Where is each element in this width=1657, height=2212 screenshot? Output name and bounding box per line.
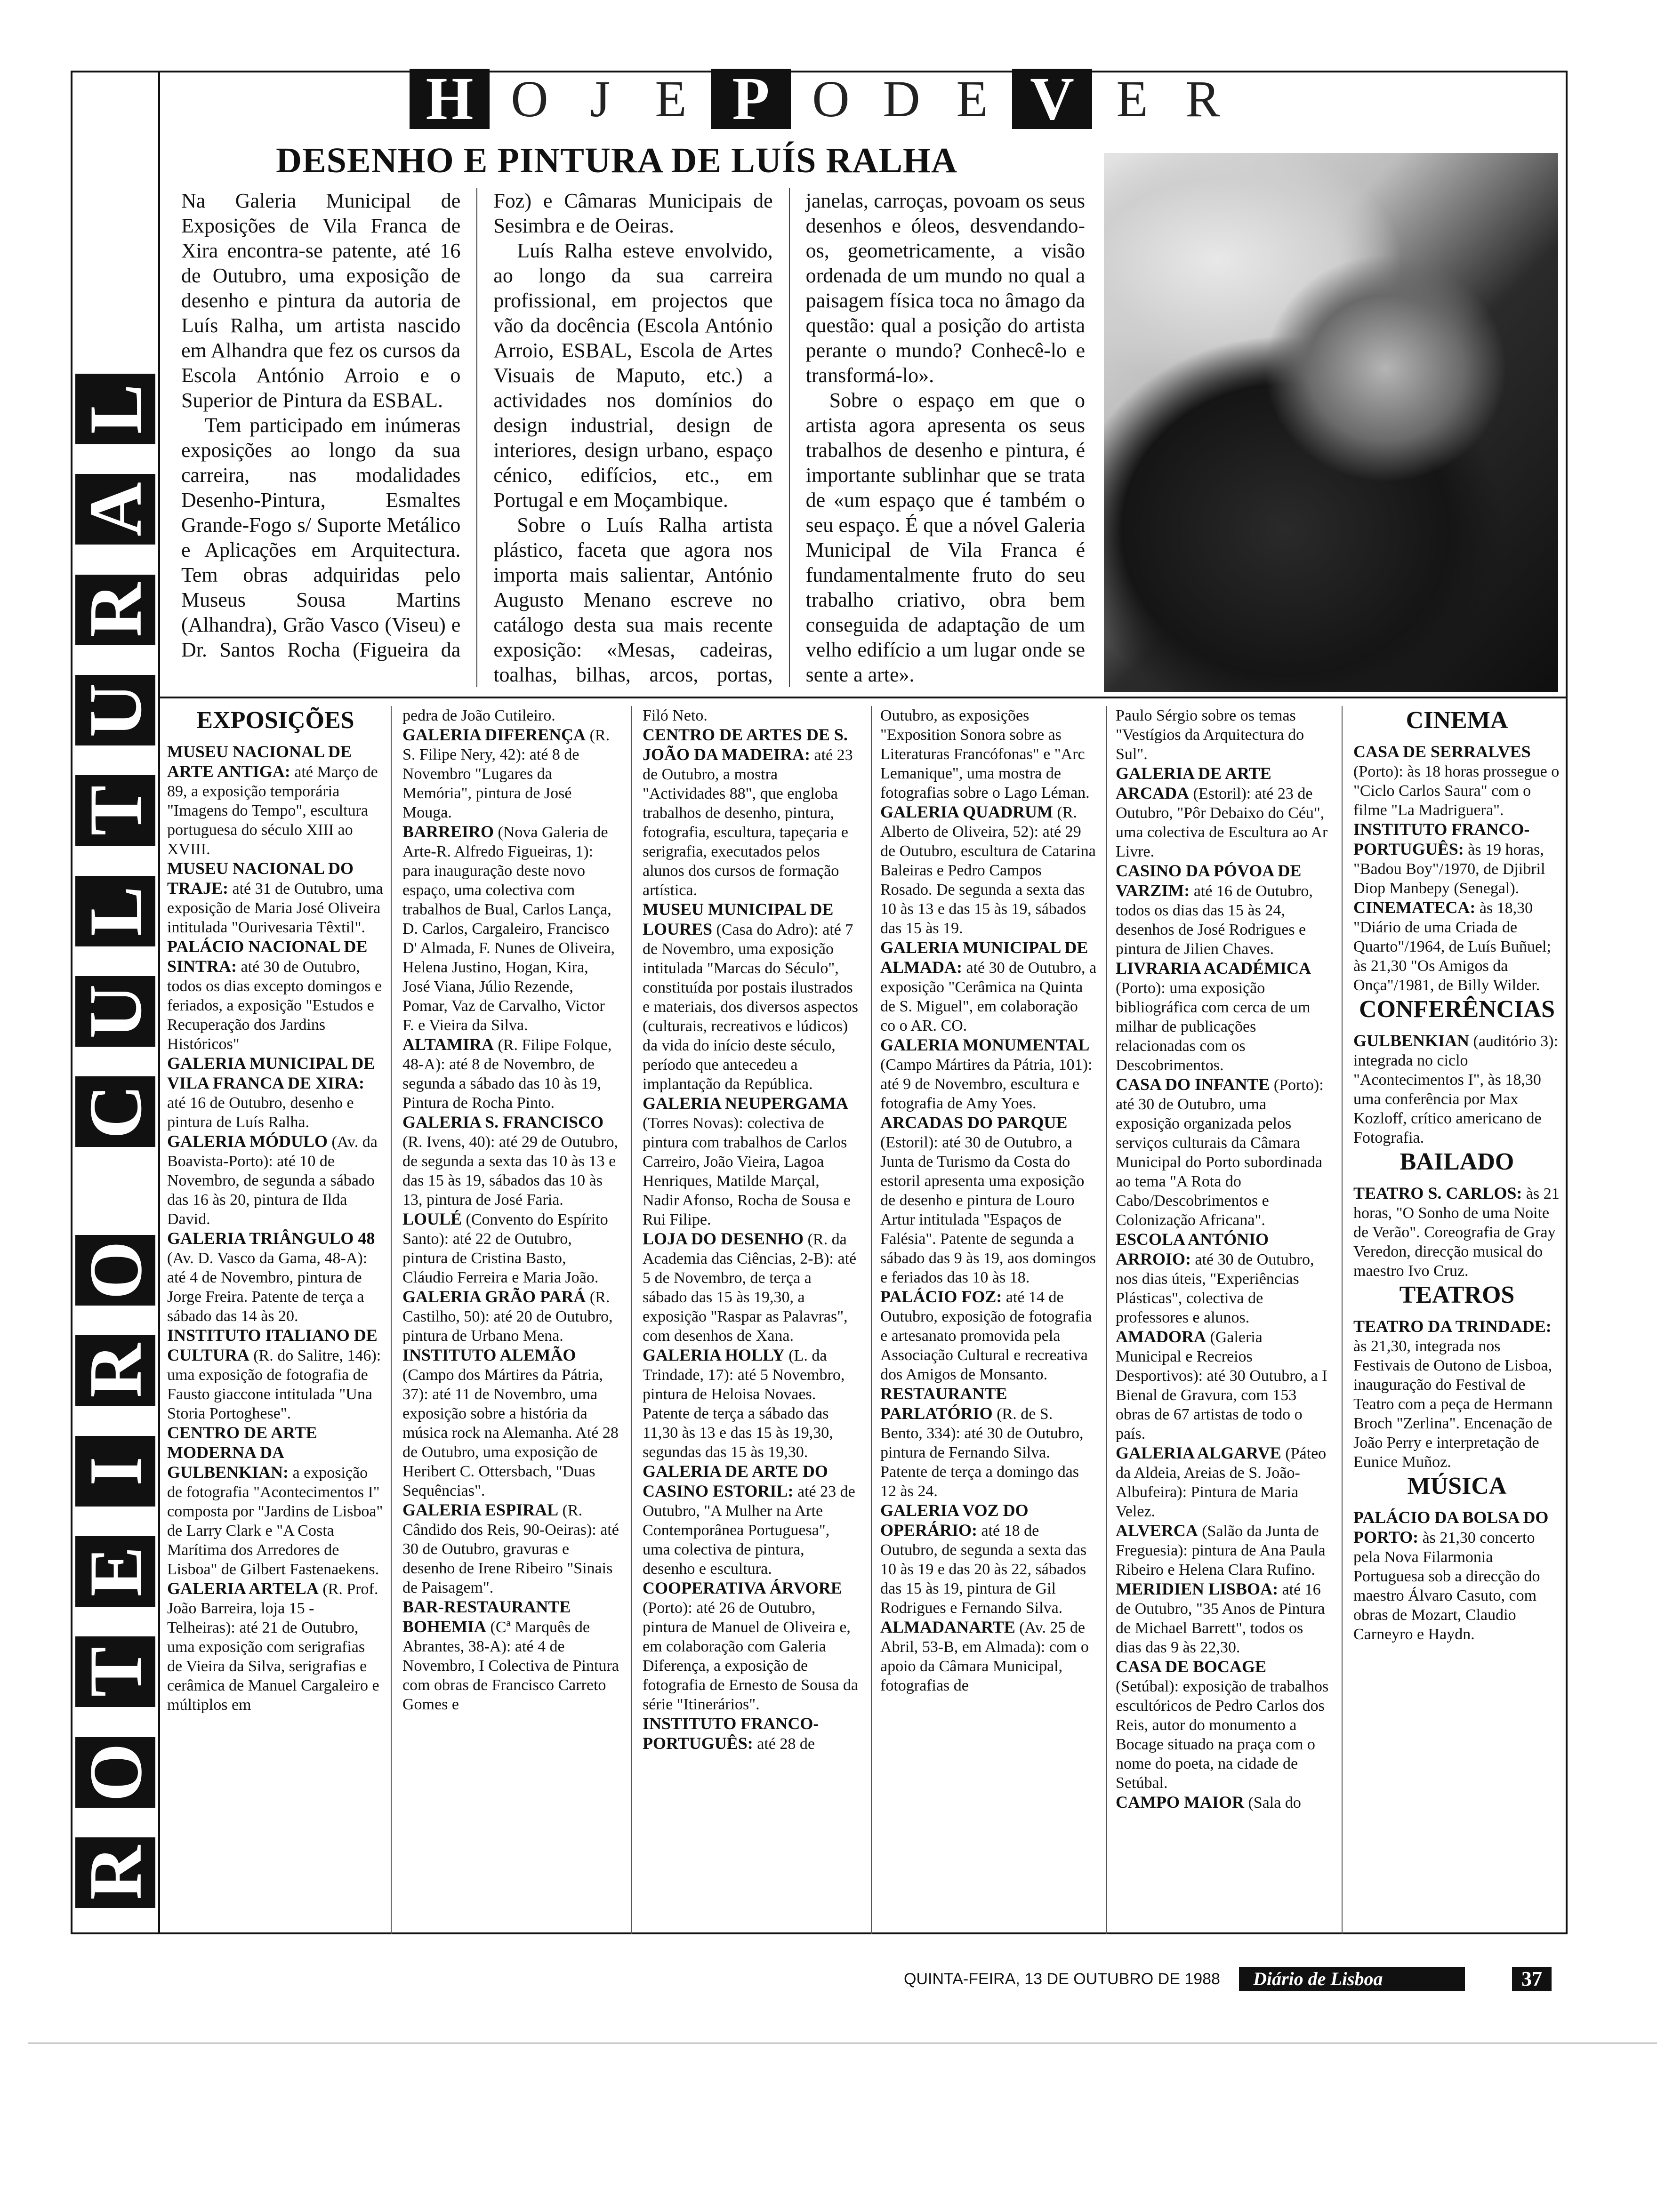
masthead-letter: J (590, 70, 611, 128)
listing-column-6 (1353, 706, 1560, 1934)
listing-entry (880, 1618, 1097, 1695)
listing-venue: GALERIA DE ARTE DO CASINO ESTORIL: (643, 1462, 828, 1500)
listing-details: (R. do Salitre, 146): uma exposição de fotografia de Fausto giaccone intitulada "Una Storia Portoghese". (167, 1347, 381, 1422)
listing-details: até 23 de Outubro, a mostra "Actividades 88", que engloba trabalhos de desenho, pintura, fotografia, escultura, tapeçaria e serigrafia, executados pelos alunos dos cursos de formação artística. (643, 746, 853, 899)
listing-details: (R. de S. Bento, 334): até 30 de Outubro, pintura de Fernando Silva. Patente de terça a domingo das 12 às 24. (880, 1405, 1084, 1500)
listing-venue: GALERIA TRIÂNGULO 48 (167, 1229, 375, 1248)
listing-details: (R. Ivens, 40): até 29 de Outubro, de segunda a sexta das 10 às 13 e das 15 às 19, sábados das 10 às 13, pintura de José Faria. (402, 1133, 618, 1209)
listing-details: às 21,30 concerto pela Nova Filarmonia Portuguesa sob a direcção do maestro Álvaro Casuto, com obras de Mozart, Claudio Carneyro e Haydn. (1353, 1529, 1540, 1643)
article-paragraph: Na Galeria Municipal de Exposições de Vila Franca de Xira encontra-se patente, até 16 de Outubro, uma exposição de desenho e pintura da autoria de Luís Ralha, um artista nascido em Alhandra que fez os cursos da Escola António Arroio e o Superior de Pintura da ESBAL. (181, 189, 461, 412)
section-heading-conferencias: CONFERÊNCIAS (1359, 996, 1555, 1023)
listing-entry (880, 802, 1097, 938)
listing-details: Filó Neto. (643, 707, 708, 724)
listing-details: (Torres Novas): colectiva de pintura com trabalhos de Carlos Carreiro, João Vieira, Lagoa Henriques, Matilde Marçal, Nadir Afonso, Rocha de Sousa e Rui Filipe. (643, 1114, 851, 1228)
listing-entry (402, 1287, 619, 1346)
listing-entry (402, 706, 619, 725)
listing-entry (402, 1346, 619, 1500)
sidebar-letter: L (75, 876, 155, 946)
listing-venue: MUSEU NACIONAL DO TRAJE: (167, 859, 354, 898)
listing-entry (1353, 742, 1560, 820)
listing-details: às 21,30, integrada nos Festivais de Outono de Lisboa, inauguração do Festival de Teatro com a peça de Hermann Broch "Zerlina". Encenação de João Perry e interpretação de Eunice Muñoz. (1353, 1338, 1553, 1471)
listing-details: (auditório 3): integrada no ciclo "Acontecimentos I", às 18,30 uma conferência por Max Kozloff, crítico americano de Fotografia. (1353, 1033, 1558, 1146)
article-body (181, 188, 1085, 687)
newspaper-name: Diário de Lisboa (1239, 1967, 1465, 1991)
listing-venue: MUSEU NACIONAL DE ARTE ANTIGA: (167, 742, 352, 781)
listing-entry (1116, 959, 1332, 1075)
page-footer (904, 1965, 1582, 1993)
listing-entry (1116, 1327, 1332, 1443)
listing-entry (402, 725, 619, 822)
listing-entry (643, 725, 859, 900)
sidebar-letter: I (75, 1436, 155, 1507)
sidebar-letter: O (75, 1737, 155, 1808)
listing-details: até 18 de Outubro, de segunda a sexta das 10 às 19 e das 20 às 22, sábados das 15 às 19, pintura de Gil Rodrigues e Fernando Silva. (880, 1522, 1087, 1617)
listing-details: (Av. 25 de Abril, 53-B, em Almada): com o apoio da Câmara Municipal, fotografias de (880, 1619, 1089, 1694)
listing-venue: INSTITUTO FRANCO-PORTUGUÊS: (643, 1714, 819, 1753)
listing-entry (167, 1579, 384, 1715)
listing-venue: CASA DE BOCAGE (1116, 1657, 1267, 1676)
page-number: 37 (1512, 1967, 1552, 1991)
listing-entry (167, 859, 384, 937)
listing-venue: BAR-RESTAURANTE BOHEMIA (402, 1597, 571, 1636)
listing-entry (880, 1113, 1097, 1287)
listing-entry (880, 1035, 1097, 1113)
sidebar-letter: R (75, 575, 155, 645)
listing-details: (Salão da Junta de Freguesia): pintura de Ana Paula Ribeiro e Helena Clara Rufino. (1116, 1523, 1326, 1579)
listing-venue: CAMPO MAIOR (1116, 1793, 1244, 1811)
listing-details: pedra de João Cutileiro. (402, 707, 555, 724)
listing-entry (402, 1113, 619, 1210)
masthead-letter: P (711, 69, 791, 129)
listing-venue: GALERIA MÓDULO (167, 1132, 328, 1151)
listing-entry (880, 938, 1097, 1035)
masthead-letter: E (655, 70, 687, 128)
listing-details: (Páteo da Aldeia, Areias de S. João-Albufeira): Pintura de Maria Velez. (1116, 1445, 1327, 1520)
listing-venue: GALERIA ESPIRAL (402, 1500, 559, 1519)
listing-venue: CASA DO INFANTE (1116, 1075, 1270, 1094)
listing-details: às 21 horas, "O Sonho de uma Noite de Verão". Coreografia de Gray Veredon, direcção musical do maestro Ivo Cruz. (1353, 1185, 1560, 1280)
listing-entry (643, 706, 859, 725)
listing-details: (L. da Trindade, 17): até 5 Novembro, pintura de Heloisa Novaes. Patente de terça a sábado das 11,30 às 13 e das 15 às 19,30, segundas das 15 às 19,30. (643, 1347, 845, 1461)
listing-venue: GALERIA MUNICIPAL DE VILA FRANCA DE XIRA: (167, 1054, 375, 1092)
sidebar-letter: L (75, 374, 155, 444)
listing-entry (643, 1462, 859, 1579)
sidebar-letter: U (75, 675, 155, 745)
listing-details: a exposição de fotografia "Acontecimentos I" composta por "Jardins de Lisboa" de Larry Clark e "A Costa Marítima dos Arredores de Lisboa" de Gilbert Fastenaekens. (167, 1464, 383, 1578)
listing-entry (1116, 1579, 1332, 1657)
section-heading-bailado: BAILADO (1400, 1148, 1514, 1175)
listing-entry (880, 1287, 1097, 1384)
listing-details: até 16 de Outubro, "35 Anos de Pintura de Michael Barrett", todos os dias das 9 às 22,30. (1116, 1581, 1325, 1656)
section-heading-teatros: TEATROS (1399, 1282, 1515, 1308)
listing-venue: RESTAURANTE PARLATÓRIO (880, 1384, 1007, 1423)
listing-venue: GALERIA QUADRUM (880, 802, 1054, 821)
article-headline: DESENHO E PINTURA DE LUÍS RALHA (276, 141, 957, 180)
listing-venue: PALÁCIO FOZ: (880, 1287, 1002, 1306)
masthead-letter: E (956, 70, 988, 128)
article-paragraph: Sobre o espaço em que o artista agora apresenta os seus trabalhos de desenho e pintura, é importante sublinhar que se trata de «um espaço que é também o seu espaço. É que a nóvel Galeria Municipal de Vila Franca é fundamentalmente fruto do seu trabalho criativo, obra bem conseguida de adaptação de um velho edifício a um lugar onde se sente a arte». (805, 389, 1085, 686)
listing-details: (Convento do Espírito Santo): até 22 de Outubro, pintura de Cristina Basto, Cláudio Ferreira e Maria João. (402, 1211, 608, 1286)
section-heading-musica: MÚSICA (1407, 1473, 1507, 1499)
cinema-list (1353, 742, 1560, 995)
masthead-letter: H (410, 69, 490, 129)
listing-entry (1353, 1184, 1560, 1281)
article-paragraph: Luís Ralha esteve envolvido, ao longo da sua carreira profissional, em projectos que vão da docência (Escola António Arroio, ESBAL, Escola de Artes Visuais de Maputo, etc.) a actividades nos domínios do design industrial, design de interiores, design urbano, espaço cénico, edifícios, etc., em Portugal e em Moçambique. (493, 239, 773, 512)
musica-list (1353, 1508, 1560, 1644)
listing-entry (643, 900, 859, 1094)
listing-venue: ALTAMIRA (402, 1035, 494, 1054)
listing-venue: GALERIA MONUMENTAL (880, 1035, 1090, 1054)
sidebar-letter: T (75, 1636, 155, 1707)
listing-venue: ALMADANARTE (880, 1618, 1015, 1636)
listing-entry (880, 706, 1097, 802)
listing-entry (1353, 1317, 1560, 1472)
listing-details: (Setúbal): exposição de trabalhos escultóricos de Pedro Carlos dos Reis, autor do monumento a Bocage situado na praça com o nome do poeta, na cidade de Setúbal. (1116, 1678, 1329, 1792)
listing-column-1 (167, 706, 384, 1934)
listing-entry (402, 1597, 619, 1714)
teatros-list (1353, 1317, 1560, 1472)
listing-details: até 30 de Outubro, a exposição "Cerâmica na Quinta de S. Miguel", em colaboração co o AR. CO. (880, 959, 1097, 1034)
listing-entry (643, 1094, 859, 1229)
listing-entry (1116, 1521, 1332, 1579)
listing-venue: INSTITUTO FRANCO-PORTUGUÊS: (1353, 820, 1530, 858)
listing-details: (Estoril): até 23 de Outubro, "Pôr Debaixo do Céu", uma colectiva de Escultura ao Ar Livre. (1116, 785, 1328, 860)
article-paragraph: Tem participado em inúmeras exposições ao longo da sua carreira, nas modalidades Desenho-Pintura, Esmaltes Grande-Fogo s/ Suporte Metálico e Aplicações em Arquitectura. Tem obras adquiridas pelo Museus Sousa Martins (Alhandra), Grão Vasco (Viseu) e Dr. Santos Rocha (Figueira da Foz) e Câmaras Municipais de Sesimbra e de Oeiras. (181, 189, 773, 661)
listing-venue: INSTITUTO ITALIANO DE CULTURA (167, 1326, 378, 1364)
listing-venue: GALERIA GRÃO PARÁ (402, 1287, 586, 1306)
listing-entry (402, 1210, 619, 1287)
masthead-letter: E (1116, 70, 1148, 128)
listing-entry (167, 1423, 384, 1579)
listing-column-2 (402, 706, 619, 1934)
listing-details: (Casa do Adro): até 7 de Novembro, uma exposição intitulada "Marcas do Século", constituída por postais ilustrados e materiais, dos diversos aspectos (culturais, recreativos e lúdicos) da vida do início deste século, período que antecedeu a implantação da República. (643, 921, 858, 1093)
listing-details: (R. S. Filipe Nery, 42): até 8 de Novembro "Lugares da Memória", pintura de José Mouga. (402, 727, 610, 821)
listing-entry (167, 742, 384, 859)
sidebar-letter: O (75, 1235, 155, 1306)
listing-entry (1116, 1793, 1332, 1812)
listing-details: (Porto): até 30 de Outubro, uma exposição organizada pelos serviços culturais da Câmara Municipal do Porto subordinada ao tema "A Rota do Cabo/Descobrimentos e Colonização Africana". (1116, 1076, 1324, 1229)
listing-entry (1116, 1657, 1332, 1793)
listing-entry (1116, 764, 1332, 861)
listing-entry (880, 1501, 1097, 1618)
listing-entry (1353, 898, 1560, 995)
listing-details: até 14 de Outubro, exposição de fotografia e artesanato promovida pela Associação Cultural e recreativa dos Amigos de Monsanto. (880, 1289, 1092, 1383)
listing-details: até 30 de Outubro, nos dias úteis, "Experiências Plásticas", colectiva de professores e alunos. (1116, 1251, 1314, 1326)
listing-venue: PALÁCIO DA BOLSA DO PORTO: (1353, 1508, 1549, 1547)
listing-entry (643, 1229, 859, 1346)
masthead-letter: D (883, 70, 920, 128)
listing-venue: GALERIA HOLLY (643, 1346, 785, 1364)
listing-venue: TEATRO S. CARLOS: (1353, 1184, 1522, 1202)
masthead-letter: O (511, 70, 548, 128)
listing-details: (R. Castilho, 50): até 20 de Outubro, pintura de Urbano Mena. (402, 1289, 613, 1345)
listing-entry (880, 1384, 1097, 1501)
sidebar-letter: E (75, 1536, 155, 1607)
listing-details: (Sala do (1244, 1794, 1301, 1811)
listing-entry (643, 1346, 859, 1462)
listing-details: até 16 de Outubro, todos os dias das 15 às 24, desenhos de José Rodrigues e pintura de Jilien Chaves. (1116, 882, 1313, 958)
listing-details: até 23 de Outubro, "A Mulher na Arte Contemporânea Portuguesa", uma colectiva de pintura, desenho e escultura. (643, 1483, 855, 1578)
listing-details: (Galeria Municipal e Recreios Desportivos): até 30 Outubro, a I Bienal de Gravura, com 153 obras de 67 artistas de todo o país. (1116, 1329, 1327, 1443)
listing-details: (Campo dos Mártires da Pátria, 37): até 11 de Novembro, uma exposição sobre a história da música rock na Alemanha. Até 28 de Outubro, uma exposição de Heribert C. Ottersbach, "Duas Sequências". (402, 1366, 619, 1499)
listing-entry (1353, 1031, 1560, 1147)
section-heading-exposicoes: EXPOSIÇÕES (196, 707, 354, 734)
listing-venue: MERIDIEN LISBOA: (1116, 1579, 1279, 1598)
listing-entry (1116, 1443, 1332, 1521)
listing-venue: LIVRARIA ACADÉMICA (1116, 959, 1311, 978)
listing-entry (402, 1035, 619, 1113)
sidebar-title (72, 374, 158, 1908)
listing-entry (1116, 861, 1332, 959)
listing-entry (1116, 1075, 1332, 1230)
sidebar-letter: T (75, 775, 155, 846)
sidebar-letter: U (75, 976, 155, 1047)
artist-photo (1104, 153, 1558, 692)
listing-details: (Porto): uma exposição bibliográfica com cerca de um milhar de publicações relacionadas com os Descobrimentos. (1116, 979, 1311, 1074)
listing-venue: GULBENKIAN (1353, 1031, 1470, 1050)
listing-venue: ESCOLA ANTÓNIO ARROIO: (1116, 1230, 1269, 1268)
listing-venue: MUSEU MUNICIPAL DE LOURES (643, 900, 834, 938)
listing-entry (1353, 820, 1560, 898)
listing-venue: COOPERATIVA ÁRVORE (643, 1579, 842, 1597)
listing-details: (R. Alberto de Oliveira, 52): até 29 de Outubro, escultura de Catarina Baleiras e Pedro Campos Rosado. De segunda a sexta das 10 às 13 e das 15 às 19, sábados das 15 às 19. (880, 804, 1096, 937)
listing-venue: GALERIA DIFERENÇA (402, 725, 586, 744)
column-rule (1106, 706, 1107, 1934)
listing-details: (Av. da Boavista-Porto): até 10 de Novembro, de segunda a sábado das 16 às 20, pintura de Ilda David. (167, 1133, 378, 1228)
listing-details: até 28 de (753, 1735, 815, 1753)
listing-venue: PALÁCIO NACIONAL DE SINTRA: (167, 937, 368, 976)
column-rule (871, 706, 872, 1934)
listing-venue: TEATRO DA TRINDADE: (1353, 1317, 1552, 1336)
masthead-letter: O (812, 70, 850, 128)
listing-entry (643, 1714, 859, 1754)
listing-venue: CENTRO DE ARTE MODERNA DA GULBENKIAN: (167, 1423, 317, 1482)
bailado-list (1353, 1184, 1560, 1281)
listing-details: (R. Cândido dos Reis, 90-Oeiras): até 30 de Outubro, gravuras e desenho de Irene Ribeiro "Sinais de Paisagem". (402, 1502, 619, 1596)
listing-details: às 18,30 "Diário de uma Criada de Quarto"/1964, de Luís Buñuel; às 21,30 "Os Amigos da Onça"/1981, de Billy Wilder. (1353, 899, 1551, 994)
listing-details: (Campo Mártires da Pátria, 101): até 9 de Novembro, escultura e fotografia de Amy Yoes. (880, 1056, 1093, 1112)
listing-venue: LOULÉ (402, 1210, 462, 1228)
listing-details: (Av. D. Vasco da Gama, 48-A): até 4 de Novembro, pintura de Jorge Freira. Patente de terça a sábado das 14 às 20. (167, 1250, 368, 1325)
listing-venue: GALERIA ALGARVE (1116, 1443, 1281, 1462)
article-paragraph: Sobre o Luís Ralha artista plástico, faceta que agora nos importa mais salientar, António Augusto Menano escreve no catálogo desta sua mais recente exposição: «Mesas, cadeiras, toalhas, bilhas, arcos, portas, janelas, carroças, povoam os seus desenhos e óleos, desvendando-os, geometricamente, a visão ordenada de um mundo no qual a paisagem física toca no âmago da questão: qual a posição do artista perante o mundo? Conhecê-lo e transformá-lo». (493, 189, 1085, 686)
listing-details: até 31 de Outubro, uma exposição de Maria José Oliveira intitulada "Ourivesaria Têxtil". (167, 880, 383, 936)
listing-entry (167, 1229, 384, 1326)
sidebar-letter: A (75, 474, 155, 545)
masthead-letter: R (1185, 70, 1220, 128)
column-rule (391, 706, 392, 1934)
listing-details: (Porto): até 26 de Outubro, pintura de Manuel de Oliveira e, em colaboração com Galeria Diferença, a exposição de fotografia de Ernesto de Sousa da série "Itinerários". (643, 1599, 858, 1713)
listing-details: Paulo Sérgio sobre os temas "Vestígios da Arquitectura do Sul". (1116, 707, 1304, 763)
listing-venue: GALERIA NEUPERGAMA (643, 1094, 849, 1113)
listing-details: Outubro, as exposições "Exposition Sonora sobre as Literaturas Francófonas" e "Arc Lemanique", uma mostra de fotografias sobre o Lago Léman. (880, 707, 1090, 801)
divider (160, 697, 1568, 698)
listing-venue: CINEMATECA: (1353, 898, 1476, 917)
column-rule (1342, 706, 1343, 1934)
section-sidebar (71, 71, 160, 1934)
sidebar-letter (75, 1177, 155, 1205)
listing-entry (643, 1579, 859, 1714)
listing-venue: GALERIA MUNICIPAL DE ALMADA: (880, 938, 1088, 977)
listing-venue: GALERIA DE ARTE ARCADA (1116, 764, 1271, 802)
listing-entry (1116, 706, 1332, 764)
listing-column-4 (880, 706, 1097, 1934)
listing-entry (167, 1054, 384, 1132)
divider (28, 2043, 1657, 2044)
listing-venue: BARREIRO (402, 822, 494, 841)
listing-details: (Porto): às 18 horas prossegue o "Ciclo Carlos Saura" com o filme "La Madriguera". (1353, 763, 1560, 819)
listing-details: às 19 horas, "Badou Boy"/1970, de Djibril Diop Manbepy (Senegal). (1353, 841, 1545, 897)
section-masthead (405, 66, 1346, 132)
conferencias-list (1353, 1031, 1560, 1147)
listing-entry (1116, 1230, 1332, 1327)
listing-venue: AMADORA (1116, 1327, 1206, 1346)
listing-details: (Estoril): até 30 de Outubro, a Junta de Turismo da Costa do estoril apresenta uma exposição de desenho e pintura de Louro Artur intitulada "Espaços de Falésia". Patente de segunda a sábado das 9 às 19, aos domingos e feriados das 10 às 18. (880, 1134, 1096, 1286)
listing-venue: CASA DE SERRALVES (1353, 742, 1531, 761)
listing-venue: ALVERCA (1116, 1521, 1198, 1540)
listing-venue: GALERIA S. FRANCISCO (402, 1113, 604, 1131)
section-heading-cinema: CINEMA (1406, 707, 1508, 734)
issue-date: QUINTA-FEIRA, 13 DE OUTUBRO DE 1988 (904, 1970, 1220, 1988)
listing-details: (Cª Marquês de Abrantes, 38-A): até 4 de Novembro, I Colectiva de Pintura com obras de Francisco Carreto Gomes e (402, 1619, 619, 1713)
listing-venue: ARCADAS DO PARQUE (880, 1113, 1068, 1132)
listing-entry (1353, 1508, 1560, 1644)
listing-details: (R. Filipe Folque, 48-A): até 8 de Novembro, de segunda a sábado das 10 às 19, Pintura de Rocha Pinto. (402, 1036, 612, 1112)
listing-details: (R. Prof. João Barreira, loja 15 - Telheiras): até 21 de Outubro, uma exposição com serigrafias de Vieira da Silva, serigrafias e cerâmica de Manuel Cargaleiro e múltiplos em (167, 1580, 379, 1714)
listing-details: até 30 de Outubro, todos os dias excepto domingos e feriados, a exposição "Estudos e Recuperação dos Jardins Históricos" (167, 958, 382, 1053)
sidebar-letter: R (75, 1335, 155, 1406)
sidebar-letter: C (75, 1076, 155, 1147)
listing-entry (167, 1326, 384, 1423)
listing-column-5 (1116, 706, 1332, 1934)
listing-column-3 (643, 706, 859, 1934)
listing-venue: CASINO DA PÓVOA DE VARZIM: (1116, 861, 1302, 900)
listing-venue: GALERIA ARTELA (167, 1579, 319, 1598)
masthead-letter: V (1012, 69, 1092, 129)
column-rule (631, 706, 632, 1934)
listing-venue: LOJA DO DESENHO (643, 1229, 804, 1248)
listing-details: até Março de 89, a exposição temporária "Imagens do Tempo", escultura portuguesa do século XIII ao XVIII. (167, 763, 378, 858)
listing-details: (R. da Academia das Ciências, 2-B): até 5 de Novembro, de terça a sábado das 15 às 19,30, a exposição "Raspar as Palavras", com desenhos de Xana. (643, 1231, 857, 1345)
listing-entry (167, 937, 384, 1054)
listing-entry (167, 1132, 384, 1229)
listing-venue: CENTRO DE ARTES DE S. JOÃO DA MADEIRA: (643, 725, 848, 764)
listing-details: (Nova Galeria de Arte-R. Alfredo Figueiras, 1): para inauguração deste novo espaço, uma colectiva com trabalhos de Bual, Carlos Lança, D. Carlos, Cargaleiro, Francisco D' Almada, F. Nunes de Oliveira, Helena Justino, Hogan, Kira, José Viana, Júlio Rezende, Pomar, Vaz de Carvalho, Victor F. e Vieira da Silva. (402, 824, 615, 1034)
sidebar-letter: R (75, 1837, 155, 1908)
listing-venue: GALERIA VOZ DO OPERÁRIO: (880, 1501, 1029, 1539)
listing-details: até 16 de Outubro, desenho e pintura de Luís Ralha. (167, 1094, 354, 1131)
listing-venue: INSTITUTO ALEMÃO (402, 1346, 576, 1364)
listing-entry (402, 822, 619, 1035)
listing-entry (402, 1500, 619, 1597)
